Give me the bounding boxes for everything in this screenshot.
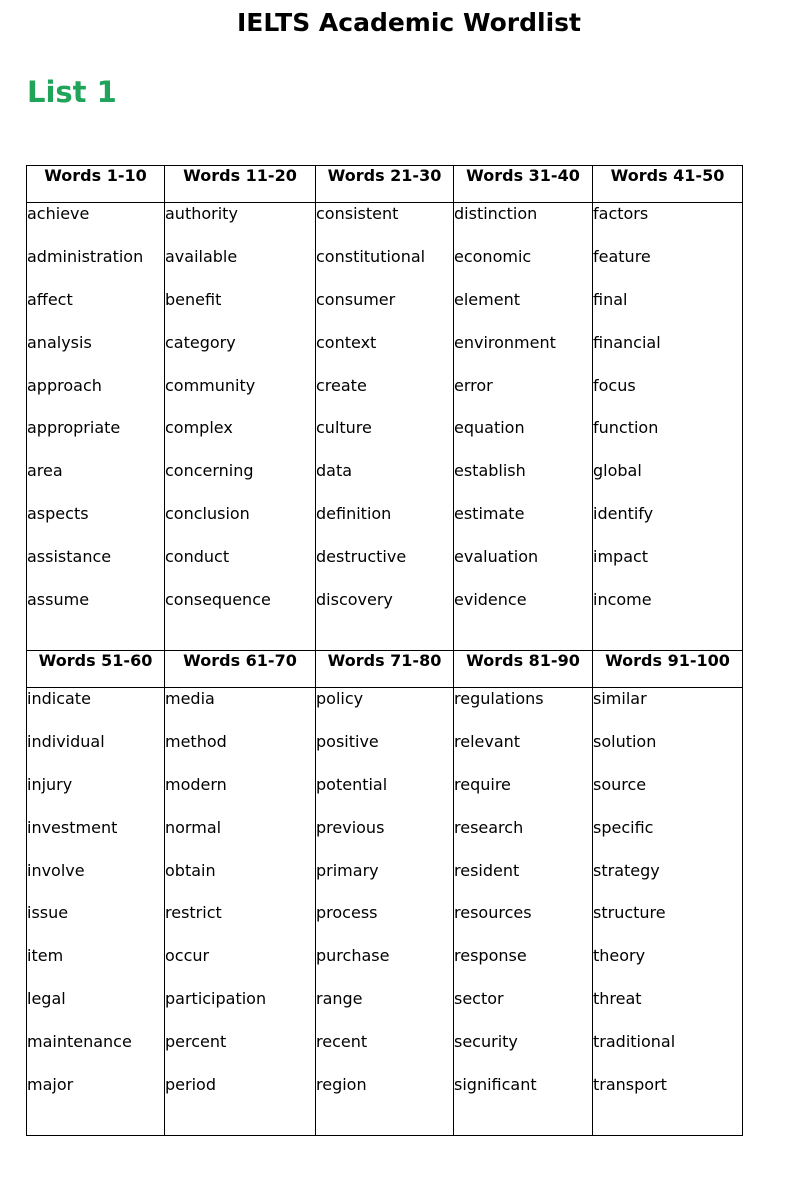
word-item: restrict (165, 903, 222, 923)
word-item: research (454, 817, 524, 837)
word-item: individual (27, 731, 105, 751)
words-row (27, 203, 743, 651)
column-header: Words 31-40 (454, 166, 593, 203)
word-cell (593, 688, 743, 1136)
word-item: element (454, 289, 520, 309)
word-item: media (165, 689, 215, 708)
word-item: factors (593, 204, 649, 223)
word-item: investment (27, 817, 118, 837)
word-item: conclusion (165, 504, 250, 524)
word-item: economic (454, 246, 532, 266)
word-item: involve (27, 860, 85, 880)
word-item: source (593, 774, 647, 794)
word-item: theory (593, 946, 646, 966)
word-item: legal (27, 989, 66, 1009)
word-item: sector (454, 989, 504, 1009)
word-item: conduct (165, 547, 230, 567)
list-heading: List 1 (27, 75, 117, 109)
column-header: Words 11-20 (165, 166, 316, 203)
word-item: income (593, 590, 652, 610)
words-row (27, 688, 743, 1136)
column-header: Words 81-90 (454, 651, 593, 688)
word-item: analysis (27, 332, 92, 352)
word-item: aspects (27, 504, 89, 524)
word-item: positive (316, 731, 379, 751)
word-item: normal (165, 817, 222, 837)
word-item: evidence (454, 590, 527, 610)
word-item: method (165, 731, 227, 751)
word-item: security (454, 1032, 518, 1052)
word-item: range (316, 989, 363, 1009)
word-item: financial (593, 332, 661, 352)
word-item: response (454, 946, 527, 966)
word-item: injury (27, 774, 73, 794)
word-item: affect (27, 289, 73, 309)
word-item: specific (593, 817, 654, 837)
word-item: achieve (27, 204, 90, 223)
column-header: Words 41-50 (593, 166, 743, 203)
word-cell (316, 203, 454, 651)
word-item: data (316, 461, 353, 481)
word-item: period (165, 1075, 216, 1095)
word-item: feature (593, 246, 651, 266)
word-item: similar (593, 689, 647, 708)
word-item: appropriate (27, 418, 121, 438)
word-item: destructive (316, 547, 407, 567)
word-item: potential (316, 774, 388, 794)
word-item: primary (316, 860, 379, 880)
word-item: final (593, 289, 628, 309)
word-cell (593, 203, 743, 651)
word-item: assume (27, 590, 90, 610)
word-item: solution (593, 731, 657, 751)
word-item: relevant (454, 731, 521, 751)
word-item: occur (165, 946, 210, 966)
word-item: equation (454, 418, 525, 438)
word-item: region (316, 1075, 367, 1095)
word-item: strategy (593, 860, 660, 880)
word-item: establish (454, 461, 526, 481)
word-item: identify (593, 504, 654, 524)
word-item: resident (454, 860, 520, 880)
word-item: process (316, 903, 378, 923)
wordlist-table (26, 165, 743, 1136)
word-item: regulations (454, 689, 544, 708)
word-item: indicate (27, 689, 91, 708)
word-item: previous (316, 817, 385, 837)
word-item: approach (27, 375, 102, 395)
word-cell (27, 203, 165, 651)
word-item: structure (593, 903, 666, 923)
word-item: culture (316, 418, 372, 438)
word-item: category (165, 332, 236, 352)
word-item: traditional (593, 1032, 676, 1052)
word-item: impact (593, 547, 649, 567)
column-header: Words 61-70 (165, 651, 316, 688)
word-item: definition (316, 504, 392, 524)
word-cell (454, 203, 593, 651)
word-item: concerning (165, 461, 254, 481)
word-item: percent (165, 1032, 227, 1052)
column-header: Words 51-60 (27, 651, 165, 688)
word-item: constitutional (316, 246, 426, 266)
word-item: environment (454, 332, 556, 352)
word-item: maintenance (27, 1032, 132, 1052)
word-item: focus (593, 375, 636, 395)
word-item: consistent (316, 204, 399, 223)
word-item: major (27, 1075, 74, 1095)
word-item: global (593, 461, 642, 481)
word-item: error (454, 375, 493, 395)
word-cell (165, 688, 316, 1136)
word-item: complex (165, 418, 233, 438)
word-item: community (165, 375, 256, 395)
word-item: area (27, 461, 63, 481)
word-item: assistance (27, 547, 112, 567)
word-item: modern (165, 774, 227, 794)
column-header: Words 91-100 (593, 651, 743, 688)
word-item: authority (165, 204, 238, 223)
word-item: resources (454, 903, 532, 923)
word-item: policy (316, 689, 364, 708)
word-item: participation (165, 989, 267, 1009)
word-item: function (593, 418, 659, 438)
column-header: Words 71-80 (316, 651, 454, 688)
word-item: transport (593, 1075, 667, 1095)
column-header: Words 1-10 (27, 166, 165, 203)
word-item: distinction (454, 204, 538, 223)
word-item: item (27, 946, 64, 966)
word-item: administration (27, 246, 144, 266)
word-item: context (316, 332, 377, 352)
word-item: threat (593, 989, 642, 1009)
word-item: consumer (316, 289, 396, 309)
column-header: Words 21-30 (316, 166, 454, 203)
word-item: obtain (165, 860, 216, 880)
word-item: significant (454, 1075, 537, 1095)
word-item: purchase (316, 946, 390, 966)
word-item: require (454, 774, 511, 794)
word-item: evaluation (454, 547, 539, 567)
word-item: create (316, 375, 367, 395)
word-item: available (165, 246, 238, 266)
word-item: consequence (165, 590, 271, 610)
word-cell (316, 688, 454, 1136)
word-item: issue (27, 903, 69, 923)
word-cell (165, 203, 316, 651)
word-cell (27, 688, 165, 1136)
word-item: benefit (165, 289, 222, 309)
word-item: recent (316, 1032, 368, 1052)
word-item: discovery (316, 590, 393, 610)
word-item: estimate (454, 504, 525, 524)
page-title: IELTS Academic Wordlist (236, 8, 582, 37)
word-cell (454, 688, 593, 1136)
